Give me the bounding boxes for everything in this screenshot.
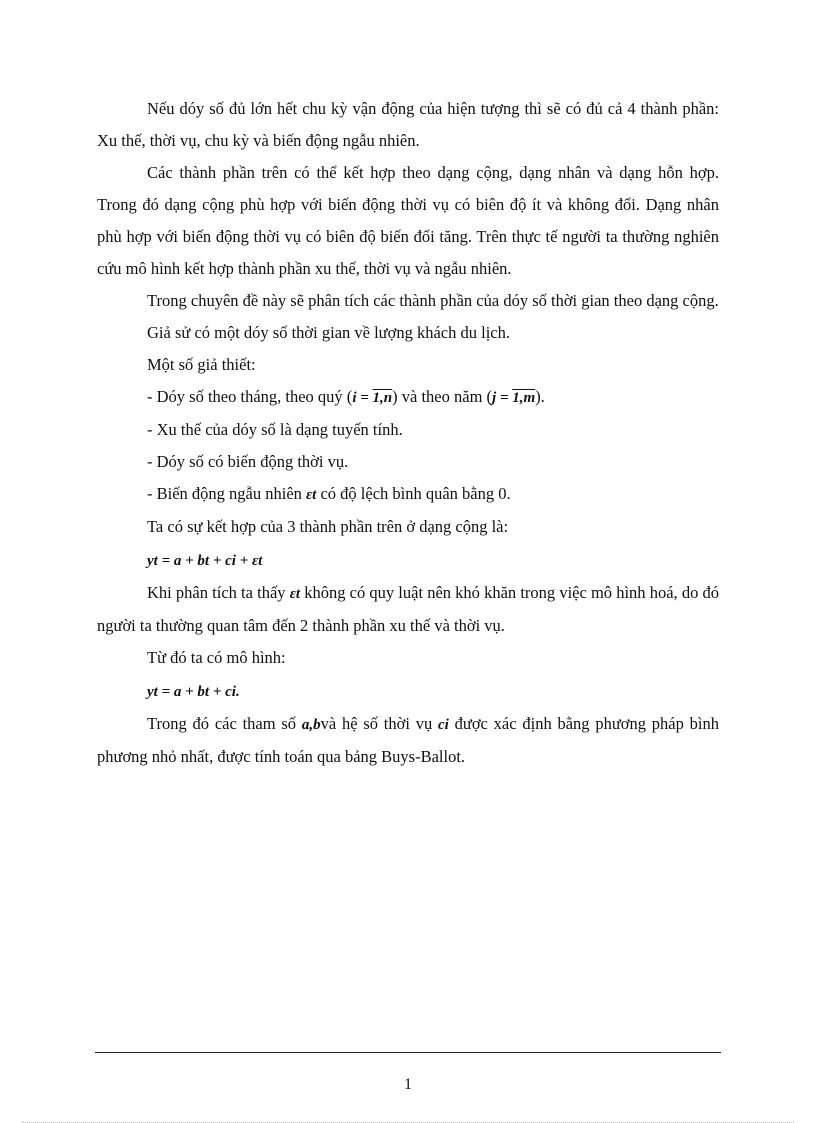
paragraph-random-analysis: Khi phân tích ta thấy εt không có quy luật nên khó khăn trong việc mô hình hoá, do đó người ta thường quan tâm đến 2 thành phần xu thế và thời vụ. (97, 583, 720, 635)
footer-divider (95, 1052, 721, 1053)
paragraph-parameters: Trong đó các tham số a,bvà hệ số thời vụ ci được xác định bằng phương pháp bình phương nhỏ nhất, được tính toán qua bảng Buys-Ballot. (97, 714, 719, 766)
assumption-item-linear-trend: - Xu thế của dóy số là dạng tuyến tính. (147, 420, 403, 439)
assumption-text: - Dóy số theo tháng, theo quý ( (147, 387, 353, 406)
assumption-item-series-period (97, 381, 719, 414)
paragraph-combination-forms: Các thành phần trên có thể kết hợp theo dạng cộng, dạng nhân và dạng hỗn hợp. Trong đó dạng cộng phù hợp với biến động thời vụ có biên độ ít và không đổi. Dạng nhân phù hợp với biến động thời vụ có biên độ biến đổi tăng. Trên thực tế người ta thường nghiên cứu mô hình kết hợp thành phần xu thế, thời vụ và ngẫu nhiên. (97, 163, 719, 278)
document-body (97, 93, 719, 773)
paragraph-additive-intro: Ta có sự kết hợp của 3 thành phần trên ở dạng cộng là: (147, 517, 509, 536)
formula-additive-full: yt = a + bt + ci + εt (147, 553, 263, 569)
index-j-formula: j = 1,m (492, 390, 536, 406)
page-number: 1 (404, 1076, 412, 1093)
assumption-item-random: - Biến động ngẫu nhiên εt có độ lệch bình quân bằng 0. (147, 484, 511, 503)
formula-model: yt = a + bt + ci. (147, 684, 240, 700)
paragraph-model-intro: Từ đó ta có mô hình: (147, 648, 286, 667)
paragraph-assumption-data: Giả sử có một dóy số thời gian về lượng khách du lịch. (147, 323, 510, 342)
epsilon-symbol: εt (306, 487, 317, 503)
seasonal-coefficient-symbol: ci (438, 717, 449, 733)
assumption-text: ) và theo năm ( (392, 387, 493, 406)
parameters-symbol: a,b (301, 717, 321, 733)
paragraph-assumptions-heading: Một số giả thiết: (147, 355, 256, 374)
assumption-item-seasonal: - Dóy số có biến động thời vụ. (147, 452, 349, 471)
index-i-formula: i = 1,n (352, 390, 393, 406)
paragraph-additive-scope: Trong chuyên đề này sẽ phân tích các thành phần của dóy số thời gian theo dạng cộng. (147, 291, 719, 310)
paragraph-components: Nếu dóy số đủ lớn hết chu kỳ vận động của hiện tượng thì sẽ có đủ cả 4 thành phần: Xu thế, thời vụ, chu kỳ và biến động ngẫu nhiên. (97, 99, 719, 150)
assumption-text: ). (535, 387, 545, 406)
epsilon-symbol: εt (289, 586, 301, 602)
